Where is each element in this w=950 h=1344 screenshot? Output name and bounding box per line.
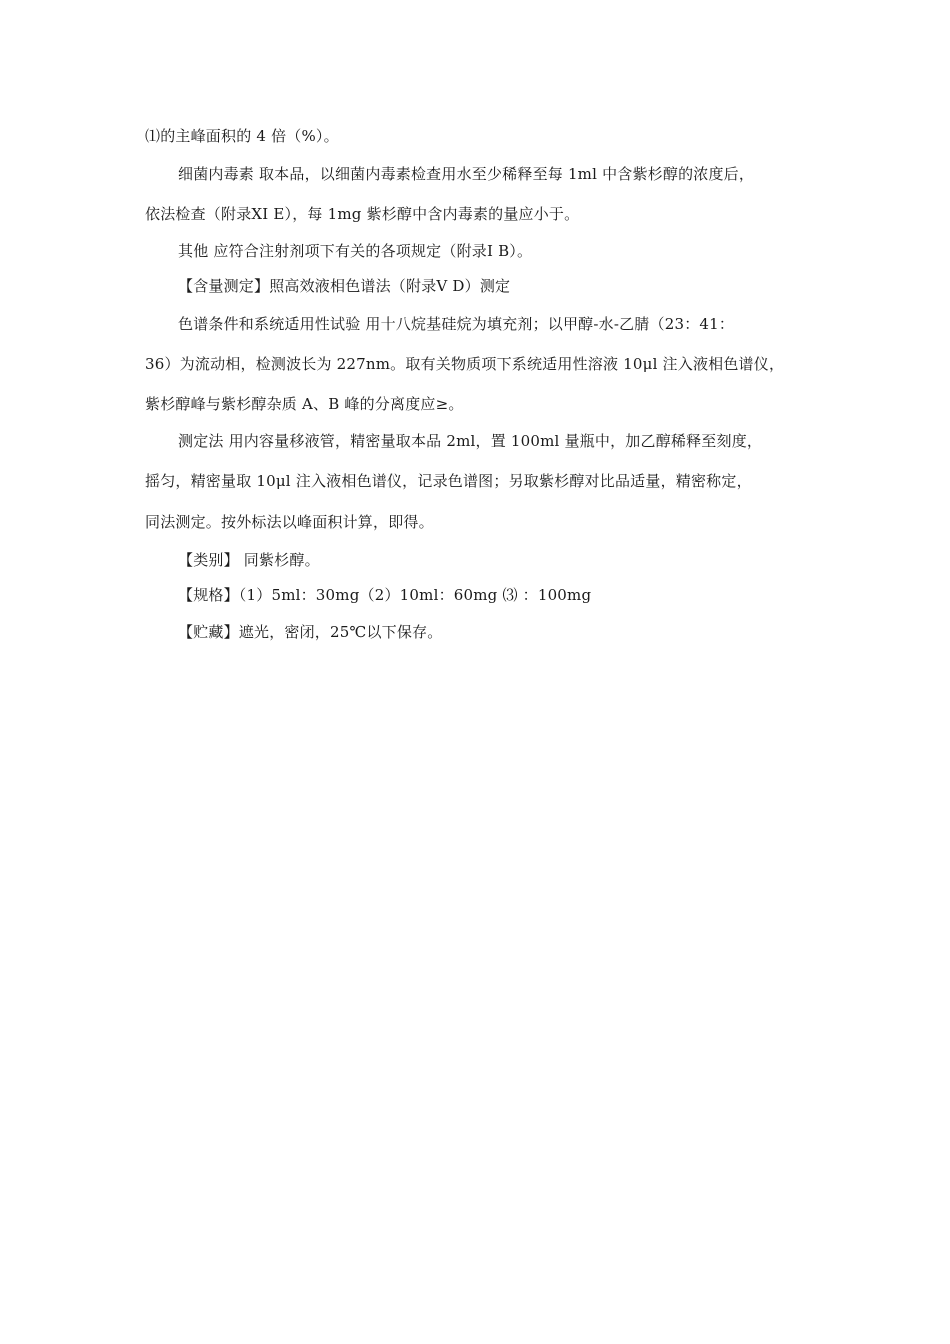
text-line-7: 36）为流动相，检测波长为 227nm。取有关物质项下系统适用性溶液 10μl 注入液相色谱仪， xyxy=(145,355,785,373)
text-line-5: 【含量测定】照高效液相色谱法（附录V D）测定 xyxy=(178,277,511,295)
text-line-2: 细菌内毒素 取本品，以细菌内毒素检查用水至少稀释至每 1ml 中含紫杉醇的浓度后， xyxy=(178,165,755,183)
text-line-6: 色谱条件和系统适用性试验 用十八烷基硅烷为填充剂；以甲醇-水-乙腈（23：41： xyxy=(178,315,735,333)
text-line-10: 摇匀，精密量取 10μl 注入液相色谱仪，记录色谱图；另取紫杉醇对比品适量，精密称定， xyxy=(145,472,752,490)
text-line-8: 紫杉醇峰与紫杉醇杂质 A、B 峰的分离度应≥。 xyxy=(145,395,464,413)
text-line-11: 同法测定。按外标法以峰面积计算，即得。 xyxy=(145,513,434,531)
text-line-3: 依法检查（附录XI E），每 1mg 紫杉醇中含内毒素的量应小于。 xyxy=(145,205,580,223)
text-line-4: 其他 应符合注射剂项下有关的各项规定（附录I B）。 xyxy=(178,242,533,260)
text-line-9: 测定法 用内容量移液管，精密量取本品 2ml，置 100ml 量瓶中，加乙醇稀释至刻度， xyxy=(178,432,763,450)
text-line-1: ⑴的主峰面积的 4 倍（%）。 xyxy=(145,127,339,145)
text-line-13: 【规格】（1）5ml：30mg（2）10ml：60mg ⑶ ：100mg xyxy=(178,586,592,604)
text-line-12: 【类别】 同紫杉醇。 xyxy=(178,551,320,569)
text-line-14: 【贮藏】遮光，密闭，25℃以下保存。 xyxy=(178,623,443,641)
